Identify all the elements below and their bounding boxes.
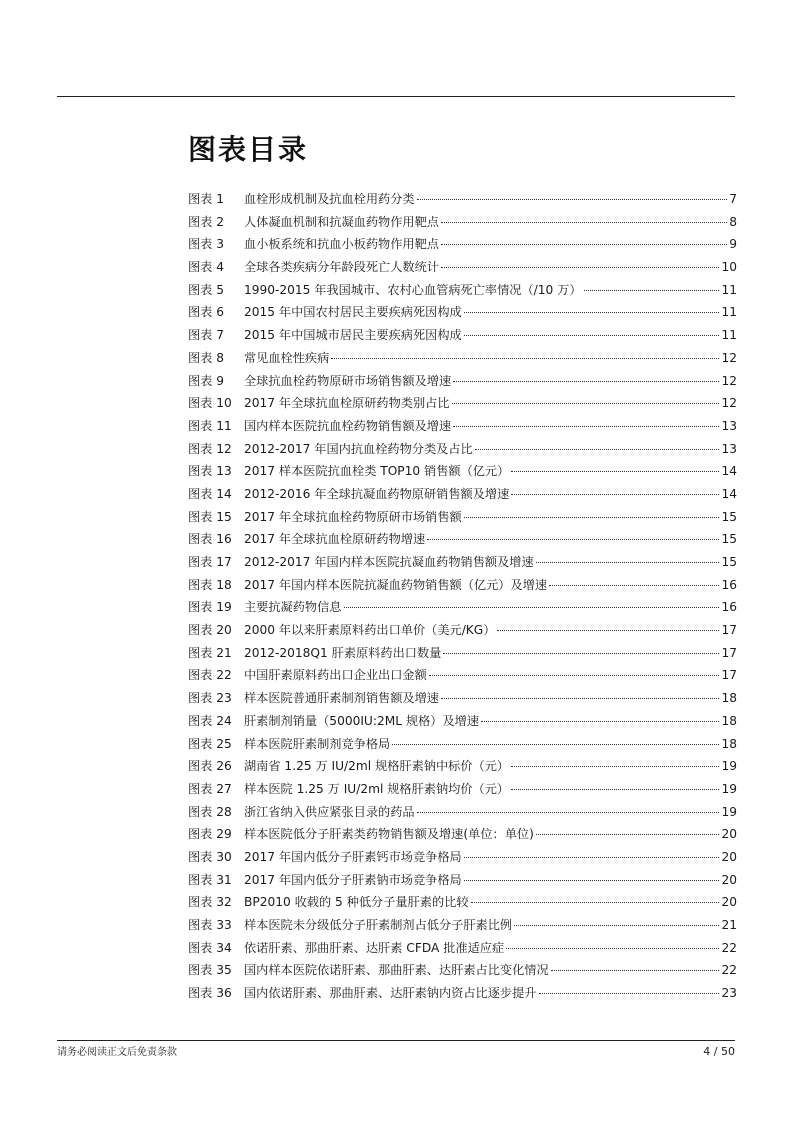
toc-entry[interactable] [188,551,737,574]
toc-entry-page: 22 [721,940,737,955]
toc-leader-dots [511,766,719,767]
toc-leader-dots [464,857,720,858]
toc-entry-page: 19 [721,781,737,796]
toc-entry-title: 2017 年全球抗血栓原研药物类别占比 [244,396,450,411]
toc-entry[interactable] [188,460,737,483]
toc-entry[interactable] [188,801,737,824]
toc-entry-label: 图表 25 [188,736,232,751]
toc-entry-title: BP2010 收载的 5 种低分子量肝素的比较 [244,895,469,910]
toc-entry-page: 12 [721,396,737,411]
toc-entry-label: 图表 14 [188,486,232,501]
toc-entry[interactable] [188,687,737,710]
toc-entry-label: 图表 28 [188,804,232,819]
toc-entry-page: 14 [721,486,737,501]
toc-entry-label: 图表 16 [188,532,232,547]
toc-entry[interactable] [188,347,737,370]
toc-leader-dots [441,267,719,268]
toc-entry-label: 图表 4 [188,260,225,275]
toc-leader-dots [464,517,720,518]
toc-entry[interactable] [188,301,737,324]
toc-entry[interactable] [188,914,737,937]
toc-leader-dots [497,630,719,631]
toc-entry-title: 2012-2016 年全球抗凝血药物原研销售额及增速 [244,486,510,501]
toc-entry[interactable] [188,710,737,733]
toc-entry[interactable] [188,256,737,279]
toc-entry-title: 2012-2017 年国内样本医院抗凝血药物销售额及增速 [244,555,534,569]
toc-entry-page: 19 [721,804,737,819]
toc-leader-dots [453,381,719,382]
toc-entry[interactable] [188,279,737,302]
toc-entry-label: 图表 6 [188,305,225,320]
toc-entry-label: 图表 8 [188,350,225,365]
toc-leader-dots [427,539,719,540]
toc-entry-page: 18 [721,691,737,706]
toc-entry-title: 2000 年以来肝素原料药出口单价（美元/KG） [244,623,496,638]
toc-entry-label: 图表 5 [188,282,225,297]
toc-entry-page: 16 [721,577,737,592]
toc-entry-title: 2017 年国内样本医院抗凝血药物销售额（亿元）及增速 [244,577,548,592]
toc-entry-label: 图表 27 [188,781,232,796]
toc-entry[interactable] [188,733,737,756]
toc-leader-dots [536,834,720,835]
toc-entry-page: 20 [721,849,737,864]
toc-entry-title: 常见血栓性疾病 [244,350,330,365]
toc-entry-page: 20 [721,872,737,887]
toc-leader-dots [475,449,720,450]
toc-leader-dots [441,244,727,245]
toc-entry-label: 图表 2 [188,214,225,229]
toc-entry-label: 图表 26 [188,759,232,774]
toc-entry[interactable] [188,528,737,551]
toc-entry-label: 图表 9 [188,373,225,388]
toc-entry-title: 2017 年国内低分子肝素钙市场竞争格局 [244,849,462,864]
toc-entry-label: 图表 31 [188,872,232,887]
toc-entry-title: 浙江省纳入供应紧张目录的药品 [244,804,415,819]
toc-leader-dots [452,403,720,404]
toc-leader-dots [464,880,720,881]
toc-entry-title: 样本医院 1.25 万 IU/2ml 规格肝素钠均价（元） [244,781,510,796]
toc-leader-dots [481,721,719,722]
toc-entry-page: 19 [721,759,737,774]
toc-leader-dots [443,653,719,654]
toc-entry-title: 2017 样本医院抗血栓类 TOP10 销售额（亿元） [244,464,510,479]
toc-entry[interactable] [188,778,737,801]
toc-entry[interactable] [188,891,737,914]
toc-entry-page: 20 [721,827,737,842]
toc-entry[interactable] [188,823,737,846]
toc-entry-label: 图表 30 [188,849,232,864]
toc-entry-page: 7 [729,192,737,206]
toc-leader-dots [441,698,719,699]
toc-entry-title: 2012-2017 年国内抗血栓药物分类及占比 [244,441,473,456]
toc-entry[interactable] [188,574,737,597]
toc-entry[interactable] [188,869,737,892]
toc-entry[interactable] [188,937,737,960]
toc-entry-label: 图表 17 [188,555,232,569]
toc-entry-page: 15 [721,555,737,569]
toc-leader-dots [536,562,720,563]
toc-entry[interactable] [188,642,737,665]
toc-leader-dots [511,494,719,495]
toc-leader-dots [392,744,719,745]
toc-entry[interactable] [188,370,737,393]
toc-leader-dots [539,993,720,994]
toc-entry[interactable] [188,596,737,619]
footer-rule [57,1040,735,1041]
toc-entry-page: 16 [721,600,737,615]
toc-entry[interactable] [188,959,737,982]
toc-leader-dots [471,902,720,903]
toc-entry-page: 11 [721,282,737,297]
toc-entry-page: 12 [721,373,737,388]
toc-entry-title: 2017 年全球抗血栓药物原研市场销售额 [244,509,462,524]
toc-entry-page: 12 [721,350,737,365]
toc-entry[interactable] [188,188,737,211]
toc-entry-page: 13 [721,441,737,456]
toc-entry-title: 样本医院肝素制剂竞争格局 [244,736,391,751]
toc-entry-page: 21 [721,918,737,932]
header-rule [57,96,735,97]
table-of-figures [188,188,737,1005]
toc-entry-label: 图表 19 [188,600,232,615]
toc-entry-title: 国内样本医院抗血栓药物销售额及增速 [244,418,452,433]
toc-entry-page: 11 [721,305,737,320]
toc-entry[interactable] [188,415,737,438]
toc-entry-label: 图表 10 [188,396,232,411]
toc-entry[interactable] [188,982,737,1005]
toc-entry-title: 2017 年国内低分子肝素钠市场竞争格局 [244,872,462,887]
page-number: 4 / 50 [703,1045,735,1058]
toc-entry-page: 18 [721,713,737,728]
toc-entry[interactable] [188,506,737,529]
toc-entry-title: 全球抗血栓药物原研市场销售额及增速 [244,373,452,388]
toc-entry-page: 14 [721,464,737,479]
toc-entry-label: 图表 24 [188,713,232,728]
toc-entry-label: 图表 34 [188,940,232,955]
toc-entry-label: 图表 22 [188,668,232,683]
toc-entry[interactable] [188,755,737,778]
toc-entry-page: 10 [721,260,737,275]
toc-entry-label: 图表 20 [188,623,232,638]
toc-entry[interactable] [188,619,737,642]
toc-entry[interactable] [188,211,737,234]
toc-entry-label: 图表 33 [188,918,232,932]
toc-entry-title: 血小板系统和抗血小板药物作用靶点 [244,237,439,252]
toc-leader-dots [551,970,720,971]
toc-leader-dots [417,199,728,200]
toc-entry-label: 图表 21 [188,645,232,660]
toc-entry[interactable] [188,324,737,347]
toc-entry-title: 血栓形成机制及抗血栓用药分类 [244,192,415,206]
toc-leader-dots [453,426,719,427]
toc-entry-title: 依诺肝素、那曲肝素、达肝素 CFDA 批准适应症 [244,940,505,955]
toc-entry-label: 图表 7 [188,328,225,343]
toc-entry-label: 图表 13 [188,464,232,479]
toc-entry-page: 9 [729,237,737,252]
toc-leader-dots [549,585,719,586]
toc-entry-label: 图表 1 [188,192,225,206]
toc-entry-page: 22 [721,963,737,978]
toc-entry-title: 主要抗凝药物信息 [244,600,342,615]
toc-entry-page: 8 [729,214,737,229]
toc-entry-page: 13 [721,418,737,433]
toc-entry-title: 全球各类疾病分年龄段死亡人数统计 [244,260,439,275]
toc-leader-dots [464,335,720,336]
toc-entry-page: 11 [721,328,737,343]
toc-leader-dots [511,789,719,790]
toc-entry-title: 湖南省 1.25 万 IU/2ml 规格肝素钠中标价（元） [244,759,510,774]
toc-entry-title: 样本医院普通肝素制剂销售额及增速 [244,691,439,706]
toc-entry-title: 国内依诺肝素、那曲肝素、达肝素钠内资占比逐步提升 [244,986,537,1001]
toc-entry-title: 中国肝素原料药出口企业出口金额 [244,668,427,683]
toc-leader-dots [511,471,719,472]
toc-entry-title: 国内样本医院依诺肝素、那曲肝素、达肝素占比变化情况 [244,963,549,978]
toc-entry-label: 图表 35 [188,963,232,978]
toc-entry-label: 图表 36 [188,986,232,1001]
toc-leader-dots [506,948,719,949]
toc-entry[interactable] [188,392,737,415]
toc-leader-dots [514,925,719,926]
toc-entry-page: 20 [721,895,737,910]
page-title: 图表目录 [188,133,309,166]
toc-entry-label: 图表 12 [188,441,232,456]
toc-entry-title: 1990-2015 年我国城市、农村心血管病死亡率情况（/10 万） [244,282,582,297]
toc-leader-dots [331,358,719,359]
toc-entry-page: 17 [721,645,737,660]
toc-entry-label: 图表 29 [188,827,232,842]
toc-leader-dots [584,290,720,291]
toc-entry-title: 2015 年中国城市居民主要疾病死因构成 [244,328,462,343]
toc-entry-label: 图表 23 [188,691,232,706]
toc-entry-page: 18 [721,736,737,751]
toc-entry-title: 肝素制剂销量（5000IU:2ML 规格）及增速 [244,713,480,728]
toc-entry-title: 2015 年中国农村居民主要疾病死因构成 [244,305,462,320]
toc-entry-label: 图表 18 [188,577,232,592]
toc-entry-title: 2017 年全球抗血栓原研药物增速 [244,532,426,547]
toc-leader-dots [429,675,720,676]
toc-entry-page: 15 [721,509,737,524]
toc-entry-label: 图表 11 [188,418,232,433]
toc-leader-dots [417,812,720,813]
toc-entry[interactable] [188,438,737,461]
toc-entry-page: 17 [721,623,737,638]
toc-entry[interactable] [188,846,737,869]
toc-leader-dots [344,607,720,608]
footer-disclaimer: 请务必阅读正文后免责条款 [57,1047,177,1058]
toc-entry[interactable] [188,233,737,256]
toc-entry-title: 样本医院未分级低分子肝素制剂占低分子肝素比例 [244,918,513,932]
toc-entry-title: 样本医院低分子肝素类药物销售额及增速(单位：单位) [244,827,534,842]
toc-entry-label: 图表 32 [188,895,232,910]
toc-entry[interactable] [188,483,737,506]
toc-entry-page: 23 [721,986,737,1001]
toc-entry-label: 图表 15 [188,509,232,524]
toc-entry-title: 2012-2018Q1 肝素原料药出口数量 [244,645,442,660]
toc-entry-page: 17 [721,668,737,683]
toc-entry-label: 图表 3 [188,237,225,252]
toc-leader-dots [464,312,720,313]
toc-entry-page: 15 [721,532,737,547]
toc-entry-title: 人体凝血机制和抗凝血药物作用靶点 [244,214,439,229]
toc-leader-dots [441,222,727,223]
toc-entry[interactable] [188,664,737,687]
